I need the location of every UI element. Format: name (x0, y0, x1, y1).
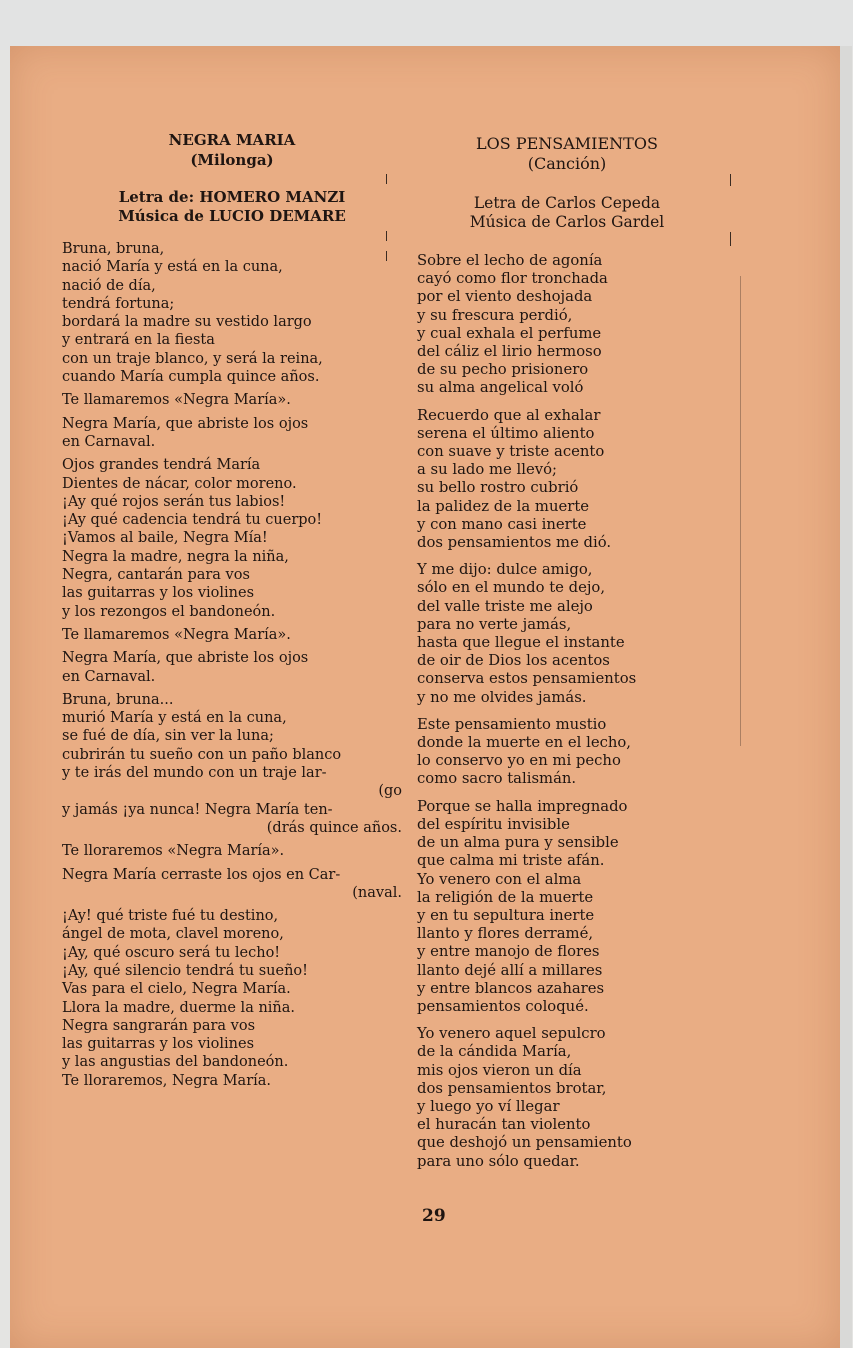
stanza (62, 907, 402, 1090)
lyric-line: en Carnaval. (62, 668, 156, 685)
stanza (62, 649, 402, 686)
stanza (417, 252, 717, 398)
lyric-line: lo conservo yo en mi pecho (417, 752, 621, 770)
lyric-line: de la cándida María, (417, 1043, 572, 1061)
lyric-line: dos pensamientos brotar, (417, 1079, 607, 1097)
lyric-line: las guitarras y los violines (62, 1036, 255, 1053)
lyric-line: ángel de mota, clavel moreno, (62, 926, 284, 943)
lyric-line: Sobre el lecho de agonía (417, 252, 603, 269)
stanza (62, 456, 402, 621)
stanza (417, 716, 717, 789)
scan-background (0, 0, 853, 50)
lyric-line: donde la muerte en el lecho, (417, 734, 631, 752)
stanza (62, 415, 402, 452)
lyric-line: y con mano casi inerte (417, 515, 587, 533)
lyric-line: murió María y está en la cuna, (62, 710, 287, 727)
lyric-line: Negra, cantarán para vos (62, 567, 250, 584)
stanza (62, 391, 402, 409)
lyric-line: bordará la madre su vestido largo (62, 314, 312, 331)
print-mark (386, 231, 387, 241)
lyric-line: ¡Vamos al baile, Negra Mía! (62, 530, 268, 547)
print-mark (740, 276, 741, 746)
lyric-line: Negra la madre, negra la niña, (62, 548, 289, 565)
lyric-line: la religión de la muerte (417, 888, 594, 906)
lyric-line: y entre blancos azahares (417, 979, 605, 997)
lyric-line: Negra María cerraste los ojos en Car- (62, 866, 341, 883)
lyric-line: Llora la madre, duerme la niña. (62, 999, 296, 1016)
song-subtitle: (Canción) (527, 154, 607, 173)
lyric-line: dos pensamientos me dió. (417, 534, 612, 552)
lyric-line: serena el último aliento (417, 424, 595, 442)
lyric-line: ¡Ay qué rojos serán tus labios! (62, 493, 286, 510)
lyric-line: su alma angelical voló (417, 379, 584, 397)
lyric-line: con un traje blanco, y será la reina, (62, 350, 323, 367)
lyric-line: Te lloraremos «Negra María». (62, 843, 285, 860)
lyric-line: Te llamaremos «Negra María». (62, 392, 291, 409)
lyric-line: por el viento deshojada (417, 288, 593, 306)
music-credit: Música de Carlos Gardel (469, 213, 665, 231)
print-mark (730, 174, 731, 186)
stanza (417, 561, 717, 707)
lyric-line: de su pecho prisionero (417, 361, 589, 379)
lyric-line: conserva estos pensamientos (417, 670, 637, 688)
lyric-line: en Carnaval. (62, 433, 156, 450)
lyric-line: a su lado me llevó; (417, 461, 557, 479)
lyric-line: y te irás del mundo con un traje lar- (62, 765, 327, 782)
lyric-line: que calma mi triste afán. (417, 852, 605, 870)
lyric-line: nació de día, (62, 277, 156, 294)
lyric-line: como sacro talismán. (417, 770, 577, 788)
lyric-line: ¡Ay, qué oscuro será tu lecho! (62, 944, 281, 961)
lyric-line: de oir de Dios los acentos (417, 652, 610, 670)
lyric-line: y los rezongos el bandoneón. (62, 603, 276, 620)
lyrics-credit: Letra de: HOMERO MANZI (118, 188, 346, 206)
lyric-line: y entre manojo de flores (417, 943, 600, 961)
lyric-line: sólo en el mundo te dejo, (417, 579, 606, 597)
lyric-line: Yo venero aquel sepulcro (417, 1025, 606, 1043)
lyric-line: Bruna, bruna, (62, 241, 165, 257)
lyric-line: y no me olvides jamás. (417, 688, 587, 706)
lyric-line: y entrará en la fiesta (62, 332, 215, 349)
stanza (62, 240, 402, 386)
stanza (62, 691, 402, 837)
lyric-line: ¡Ay! qué triste fué tu destino, (62, 908, 279, 925)
print-mark (730, 232, 731, 246)
stanza (417, 407, 717, 553)
lyric-line: de un alma pura y sensible (417, 834, 619, 852)
song-subtitle: (Milonga) (190, 151, 274, 169)
stanza (417, 798, 717, 1016)
lyric-line: y luego yo ví llegar (417, 1097, 560, 1115)
lyric-line: del espíritu invisible (417, 815, 570, 833)
song-credits (62, 188, 402, 226)
lyric-line: Negra María, que abriste los ojos (62, 650, 309, 667)
lyric-line: la palidez de la muerte (417, 497, 590, 515)
lyric-line: (go (378, 783, 402, 800)
lyric-line: Negra María, que abriste los ojos (62, 415, 309, 432)
lyric-line: Recuerdo que al exhalar (417, 406, 601, 424)
stanza (417, 1025, 717, 1171)
stanza (62, 866, 402, 903)
lyric-line: mis ojos vieron un día (417, 1061, 582, 1079)
song-title: NEGRA MARIA (168, 131, 296, 149)
lyric-line: llanto y flores derramé, (417, 925, 594, 943)
song-los-pensamientos (417, 134, 717, 1180)
lyric-line: Este pensamiento mustio (417, 715, 607, 733)
lyric-line: que deshojó un pensamiento (417, 1134, 632, 1152)
lyric-line: y jamás ¡ya nunca! Negra María ten- (62, 801, 333, 818)
page-number: 29 (422, 1206, 446, 1226)
lyric-line: hasta que llegue el instante (417, 634, 625, 652)
lyric-line: y cual exhala el perfume (417, 324, 602, 342)
lyric-line: (naval. (352, 884, 402, 901)
lyric-line: Y me dijo: dulce amigo, (417, 561, 593, 579)
lyric-line: Vas para el cielo, Negra María. (62, 981, 291, 998)
lyric-line: para no verte jamás, (417, 615, 572, 633)
lyrics-body (62, 240, 402, 1090)
song-negra-maria (62, 130, 402, 1095)
lyric-line: cuando María cumpla quince años. (62, 369, 320, 386)
lyric-line: llanto dejé allí a millares (417, 961, 603, 979)
lyric-line: (drás quince años. (266, 819, 402, 836)
music-credit: Música de LUCIO DEMARE (118, 207, 346, 225)
lyric-line: del cáliz el lirio hermoso (417, 343, 602, 361)
lyric-line: cubrirán tu sueño con un paño blanco (62, 746, 342, 763)
lyric-line: Bruna, bruna... (62, 691, 174, 708)
lyric-line: se fué de día, sin ver la luna; (62, 728, 274, 745)
lyric-line: pensamientos coloqué. (417, 997, 589, 1015)
lyric-line: para uno sólo quedar. (417, 1152, 580, 1170)
lyric-line: tendrá fortuna; (62, 295, 175, 312)
lyric-line: Ojos grandes tendrá María (62, 457, 261, 474)
lyric-line: Yo venero con el alma (417, 870, 582, 888)
lyric-line: cayó como flor tronchada (417, 270, 608, 288)
lyric-line: nació María y está en la cuna, (62, 259, 283, 276)
lyric-line: y las angustias del bandoneón. (62, 1054, 289, 1071)
lyric-line: Dientes de nácar, color moreno. (62, 475, 297, 492)
lyric-line: las guitarras y los violines (62, 585, 255, 602)
lyric-line: ¡Ay, qué silencio tendrá tu sueño! (62, 962, 308, 979)
stanza (62, 626, 402, 644)
lyric-line: Porque se halla impregnado (417, 797, 628, 815)
lyric-line: el huracán tan violento (417, 1116, 591, 1134)
lyric-line: Negra sangrarán para vos (62, 1017, 256, 1034)
lyric-line: y su frescura perdió, (417, 306, 573, 324)
lyric-line: con suave y triste acento (417, 443, 605, 461)
lyric-line: Te lloraremos, Negra María. (62, 1072, 272, 1089)
lyric-line: ¡Ay qué cadencia tendrá tu cuerpo! (62, 512, 323, 529)
print-mark (386, 174, 387, 184)
lyrics-body (417, 252, 717, 1171)
lyric-line: del valle triste me alejo (417, 597, 593, 615)
song-credits (417, 194, 717, 232)
print-mark (386, 251, 387, 261)
song-title: LOS PENSAMIENTOS (476, 134, 658, 153)
lyric-line: su bello rostro cubrió (417, 479, 579, 497)
lyric-line: Te llamaremos «Negra María». (62, 626, 291, 643)
stanza (62, 842, 402, 860)
book-page (10, 46, 840, 1348)
lyric-line: y en tu sepultura inerte (417, 906, 595, 924)
lyrics-credit: Letra de Carlos Cepeda (473, 194, 661, 212)
